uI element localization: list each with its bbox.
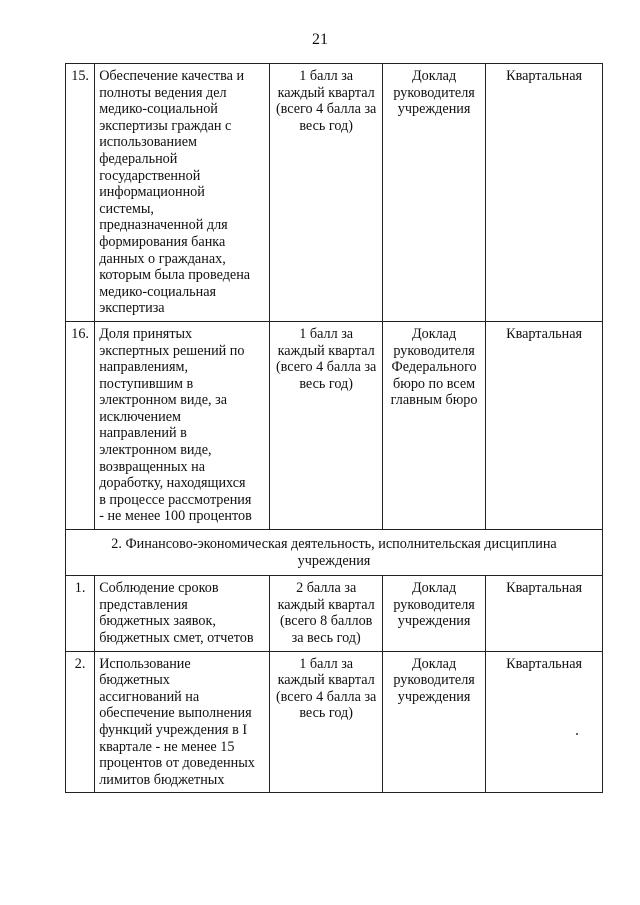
score-cell-line: каждый квартал xyxy=(277,596,375,613)
period-cell xyxy=(486,321,603,529)
score-cell-line: весь год) xyxy=(299,117,353,134)
indicator-name-line: направлений в xyxy=(99,425,187,442)
period-cell xyxy=(486,576,603,651)
score-cell xyxy=(270,64,383,322)
indicator-name-line: - не менее 100 процентов xyxy=(99,508,252,525)
source-cell-line: руководителя xyxy=(393,84,475,101)
source-cell-line: Доклад xyxy=(411,325,457,342)
row-number: 2. xyxy=(66,651,95,793)
period-cell-line: Квартальная xyxy=(506,325,583,342)
indicator-name-line: предназначенной для xyxy=(99,217,228,234)
indicator-name-line: формирования банка xyxy=(99,233,226,250)
row-number: 16. xyxy=(66,321,95,529)
source-cell-line: руководителя xyxy=(393,596,475,613)
score-cell-line: каждый квартал xyxy=(277,342,375,359)
indicator-name-line: Обеспечение качества и xyxy=(99,68,245,84)
scan-speck xyxy=(576,733,578,735)
indicator-name-line: медико-социальной xyxy=(99,101,218,118)
indicator-name-line: медико-социальная xyxy=(99,283,217,300)
row-number: 15. xyxy=(66,64,95,322)
indicator-name-line: в процессе рассмотрения xyxy=(99,491,252,508)
score-cell-line: 1 балл за xyxy=(299,655,354,672)
source-cell xyxy=(382,321,485,529)
indicator-name-line: информационной xyxy=(99,184,205,201)
section-title xyxy=(66,530,603,576)
indicator-name-line: данных о гражданах, xyxy=(99,250,226,267)
section-title-line: учреждения xyxy=(297,552,371,569)
indicator-name-line: электронном виде, xyxy=(99,442,212,459)
source-cell-line: главным бюро xyxy=(390,392,478,409)
score-cell-line: (всего 4 балла за xyxy=(275,688,377,705)
indicator-name-line: государственной xyxy=(99,167,201,184)
score-cell-line: каждый квартал xyxy=(277,84,375,101)
score-cell-line: (всего 8 баллов xyxy=(279,613,373,630)
indicator-name-line: федеральной xyxy=(99,150,178,167)
indicator-name-line: обеспечение выполнения xyxy=(99,705,252,722)
source-cell-line: учреждения xyxy=(397,688,471,705)
indicator-name-line: Доля принятых xyxy=(99,325,193,342)
indicator-name xyxy=(95,64,270,322)
score-cell xyxy=(270,651,383,793)
indicator-name-line: использованием xyxy=(99,134,198,151)
source-cell-line: учреждения xyxy=(397,101,471,118)
score-cell-line: (всего 4 балла за xyxy=(275,101,377,118)
source-cell-line: Доклад xyxy=(411,655,457,672)
indicator-name-line: функций учреждения в I xyxy=(99,721,248,738)
score-cell xyxy=(270,576,383,651)
score-cell xyxy=(270,321,383,529)
indicator-name-line: которым была проведена xyxy=(99,267,251,284)
indicator-name-line: экспертизы граждан с xyxy=(99,117,232,134)
indicator-name-line: поступившим в xyxy=(99,375,194,392)
score-cell-line: весь год) xyxy=(299,705,353,722)
indicator-name-line: бюджетных заявок, xyxy=(99,613,216,630)
indicator-name-line: квартале - не менее 15 xyxy=(99,738,235,755)
indicator-name-line: полноты ведения дел xyxy=(99,84,227,101)
source-cell-line: учреждения xyxy=(397,613,471,630)
source-cell-line: Доклад xyxy=(411,68,457,84)
indicator-name-line: возвращенных на xyxy=(99,458,206,475)
indicator-name-line: исключением xyxy=(99,408,182,425)
period-cell-line: Квартальная xyxy=(506,68,583,84)
score-cell-line: каждый квартал xyxy=(277,672,375,689)
indicator-name-line: процентов от доведенных xyxy=(99,755,255,772)
indicator-name-line: направлениям, xyxy=(99,359,188,376)
indicator-name-line: бюджетных xyxy=(99,672,170,689)
table-row xyxy=(66,576,603,651)
source-cell-line: Федерального xyxy=(391,359,477,376)
section-row xyxy=(66,530,603,576)
source-cell xyxy=(382,64,485,322)
source-cell-line: бюро по всем xyxy=(393,375,476,392)
score-cell-line: (всего 4 балла за xyxy=(275,359,377,376)
period-cell-line: Квартальная xyxy=(506,580,583,597)
indicator-name-line: лимитов бюджетных xyxy=(99,771,225,788)
indicator-name-line: экспертных решений по xyxy=(99,342,245,359)
source-cell xyxy=(382,576,485,651)
indicator-name-line: бюджетных смет, отчетов xyxy=(99,630,254,646)
criteria-table xyxy=(65,63,603,793)
period-cell xyxy=(486,64,603,322)
table-row xyxy=(66,321,603,529)
indicator-name-line: электронном виде, за xyxy=(99,392,227,409)
source-cell xyxy=(382,651,485,793)
score-cell-line: 1 балл за xyxy=(299,325,354,342)
section-title-line: 2. Финансово-экономическая деятельность, исполнительская дисциплина xyxy=(111,536,557,553)
source-cell-line: Доклад xyxy=(411,580,457,597)
score-cell-line: 2 балла за xyxy=(296,580,357,597)
indicator-name-line: экспертиза xyxy=(99,300,165,317)
row-number: 1. xyxy=(66,576,95,651)
indicator-name-line: представления xyxy=(99,596,188,613)
indicator-name-line: доработку, находящихся xyxy=(99,475,246,492)
indicator-name-line: системы, xyxy=(99,200,154,217)
source-cell-line: руководителя xyxy=(393,342,475,359)
indicator-name xyxy=(95,321,270,529)
period-cell-line: Квартальная xyxy=(506,655,583,672)
source-cell-line: руководителя xyxy=(393,672,475,689)
indicator-name-line: Соблюдение сроков xyxy=(99,580,219,597)
score-cell-line: 1 балл за xyxy=(299,68,354,84)
score-cell-line: весь год) xyxy=(299,375,353,392)
table-row xyxy=(66,64,603,322)
indicator-name-line: Использование xyxy=(99,655,191,672)
indicator-name xyxy=(95,576,270,651)
period-cell xyxy=(486,651,603,793)
page-number: 21 xyxy=(312,31,328,48)
indicator-name-line: ассигнований на xyxy=(99,688,200,705)
score-cell-line: за весь год) xyxy=(291,630,361,646)
table-row xyxy=(66,651,603,793)
indicator-name xyxy=(95,651,270,793)
